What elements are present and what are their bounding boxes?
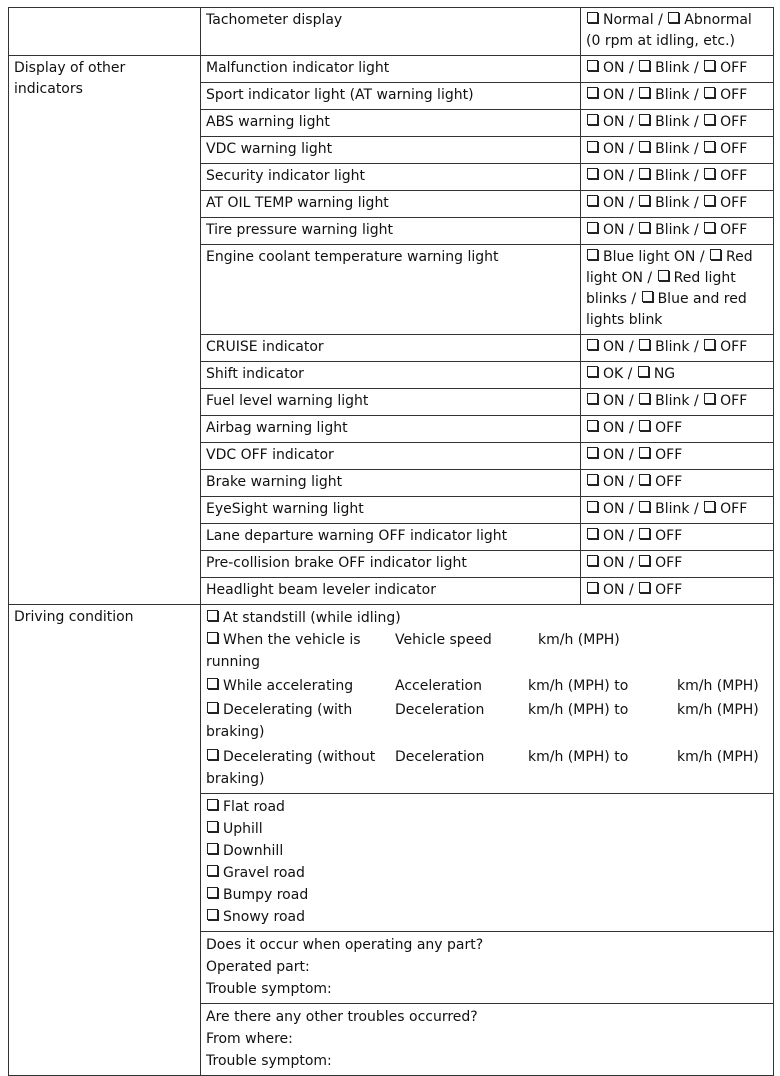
indicator-name: Engine coolant temperature warning light (201, 245, 581, 335)
other-troubles-cell (201, 1004, 774, 1076)
checkbox-off[interactable] (639, 420, 650, 431)
other-where-label-text: From where: (206, 1031, 293, 1047)
indicator-options: ON / OFF (581, 551, 774, 578)
option-blink: Blink (655, 168, 690, 184)
operating-part-label (206, 956, 768, 978)
option-on: ON (603, 339, 625, 355)
checkbox-on[interactable] (587, 474, 598, 485)
option-off: OFF (655, 582, 683, 598)
checkbox-on[interactable] (587, 582, 598, 593)
indicator-name: Shift indicator (201, 362, 581, 389)
indicator-options: ON / Blink / OFF (581, 137, 774, 164)
indicator-name: Tire pressure warning light (201, 218, 581, 245)
option-off: OFF (720, 222, 748, 238)
indicator-name: CRUISE indicator (201, 335, 581, 362)
checkbox-off[interactable] (704, 393, 715, 404)
checkbox-on[interactable] (587, 447, 598, 458)
tachometer-row (9, 8, 774, 56)
option-on: ON (603, 528, 625, 544)
option-abnormal: Abnormal (684, 12, 752, 28)
indicator-options: ON / Blink / OFF (581, 164, 774, 191)
checkbox-flat-road[interactable] (207, 799, 218, 810)
operating-question-text: Does it occur when operating any part? (206, 937, 484, 953)
indicator-name: Sport indicator light (AT warning light) (201, 83, 581, 110)
option-on: ON (603, 393, 625, 409)
option-off: OFF (720, 339, 748, 355)
decel-nobraking-field: Deceleration (395, 749, 485, 765)
checkbox-gravel-road[interactable] (207, 865, 218, 876)
checkbox-accelerating[interactable] (207, 678, 218, 689)
option-off: OFF (655, 528, 683, 544)
indicator-name: Headlight beam leveler indicator (201, 578, 581, 605)
accelerating (206, 675, 768, 699)
decel-nobraking-label: Decelerating (without braking) (206, 749, 376, 787)
accelerating-unit: km/h (MPH) to (528, 678, 629, 694)
indicator-options: ON / OFF (581, 443, 774, 470)
checkbox-off[interactable] (704, 87, 715, 98)
indicator-options: Blue light ON / Red light ON / Red light blinks / Blue and red lights blink (581, 245, 774, 335)
running (206, 629, 768, 675)
checkbox-ok[interactable] (587, 366, 598, 377)
tachometer-note: (0 rpm at idling, etc.) (586, 33, 735, 49)
option-ok: OK (603, 366, 624, 382)
standstill-label: At standstill (while idling) (223, 610, 401, 626)
checkbox-on[interactable] (587, 141, 598, 152)
option-off: OFF (720, 114, 748, 130)
option-on: ON (603, 141, 625, 157)
option-on: ON (603, 582, 625, 598)
option-blue-light-on: Blue light ON (603, 249, 696, 265)
tachometer-options: Normal / Abnormal (0 rpm at idling, etc.) (581, 8, 774, 56)
indicator-options: ON / Blink / OFF (581, 83, 774, 110)
checkbox-blink[interactable] (639, 60, 650, 71)
indicators-category-label: Display of other indicators (14, 60, 126, 97)
option-off: OFF (655, 420, 683, 436)
option-off: OFF (720, 393, 748, 409)
road-snowy-road: Snowy road (223, 909, 305, 925)
checkbox-off[interactable] (639, 555, 650, 566)
empty-category-cell (9, 8, 201, 56)
checkbox-standstill[interactable] (207, 610, 218, 621)
checkbox-off[interactable] (704, 195, 715, 206)
indicator-name: EyeSight warning light (201, 497, 581, 524)
accelerating-label: While accelerating (223, 678, 354, 694)
checkbox-abnormal[interactable] (668, 12, 679, 23)
checkbox-off[interactable] (704, 339, 715, 350)
indicators-category-cell (9, 56, 201, 605)
checkbox-on[interactable] (587, 222, 598, 233)
accelerating-field: Acceleration (395, 678, 482, 694)
indicator-name: Brake warning light (201, 470, 581, 497)
checkbox-on[interactable] (587, 87, 598, 98)
option-on: ON (603, 447, 625, 463)
indicator-name: Malfunction indicator light (201, 56, 581, 83)
decel-braking-field: Deceleration (395, 702, 485, 718)
option-off: OFF (655, 447, 683, 463)
checkbox-red-light-blinks[interactable] (658, 270, 669, 281)
running-label-wrap (206, 629, 391, 673)
decel-braking-label-wrap (206, 699, 391, 743)
checkbox-off[interactable] (704, 501, 715, 512)
running-label: When the vehicle is running (206, 632, 361, 670)
option-on: ON (603, 474, 625, 490)
option-on: ON (603, 420, 625, 436)
checkbox-snowy-road[interactable] (207, 909, 218, 920)
road-uphill: Uphill (223, 821, 263, 837)
indicator-name: Security indicator light (201, 164, 581, 191)
operating-symptom-label (206, 978, 768, 1000)
checkbox-blink[interactable] (639, 222, 650, 233)
indicator-options: ON / OFF (581, 416, 774, 443)
option-on: ON (603, 222, 625, 238)
road-downhill: Downhill (223, 843, 284, 859)
checkbox-bumpy-road[interactable] (207, 887, 218, 898)
indicator-name: VDC warning light (201, 137, 581, 164)
road-item (206, 840, 768, 862)
checkbox-on[interactable] (587, 393, 598, 404)
indicator-name: Lane departure warning OFF indicator light (201, 524, 581, 551)
checkbox-off[interactable] (704, 222, 715, 233)
checkbox-blink[interactable] (639, 501, 650, 512)
other-symptom-label (206, 1050, 768, 1072)
decel-braking-label: Decelerating (with braking) (206, 702, 353, 740)
option-red-light-blinks: Red light blinks (586, 270, 736, 307)
indicator-options: ON / Blink / OFF (581, 497, 774, 524)
indicator-name: AT OIL TEMP warning light (201, 191, 581, 218)
decel-braking-to-unit: km/h (MPH) (677, 702, 759, 718)
option-off: OFF (720, 87, 748, 103)
inspection-checklist-table (8, 7, 774, 1076)
checkbox-off[interactable] (639, 528, 650, 539)
decel-nobraking-label-wrap (206, 746, 391, 790)
operating-question (206, 934, 768, 956)
running-field: Vehicle speed (395, 632, 492, 648)
option-blink: Blink (655, 87, 690, 103)
driving-speed-row (9, 605, 774, 794)
decel-braking (206, 699, 768, 746)
checkbox-off[interactable] (639, 474, 650, 485)
other-question (206, 1006, 768, 1028)
indicator-row (9, 56, 774, 83)
checkbox-blue-light-on[interactable] (587, 249, 598, 260)
checkbox-off[interactable] (639, 582, 650, 593)
checkbox-normal[interactable] (587, 12, 598, 23)
option-off: OFF (720, 60, 748, 76)
indicator-name: Fuel level warning light (201, 389, 581, 416)
option-off: OFF (655, 474, 683, 490)
checkbox-on[interactable] (587, 339, 598, 350)
checkbox-blink[interactable] (639, 339, 650, 350)
road-item (206, 818, 768, 840)
checkbox-blink[interactable] (639, 141, 650, 152)
option-blink: Blink (655, 222, 690, 238)
indicator-name: Pre-collision brake OFF indicator light (201, 551, 581, 578)
checkbox-off[interactable] (639, 447, 650, 458)
checkbox-blink[interactable] (639, 393, 650, 404)
road-conditions-cell (201, 794, 774, 932)
option-off: OFF (720, 501, 748, 517)
road-item (206, 884, 768, 906)
indicator-name: Airbag warning light (201, 416, 581, 443)
option-on: ON (603, 195, 625, 211)
indicator-options: ON / Blink / OFF (581, 110, 774, 137)
running-unit: km/h (MPH) (538, 632, 620, 648)
option-blink: Blink (655, 60, 690, 76)
operating-part-label-text: Operated part: (206, 959, 310, 975)
speed-conditions-cell (201, 605, 774, 794)
checkbox-red-light-on[interactable] (710, 249, 721, 260)
decel-nobraking-unit: km/h (MPH) to (528, 749, 629, 765)
option-off: OFF (720, 141, 748, 157)
checkbox-on[interactable] (587, 501, 598, 512)
decel-braking-unit: km/h (MPH) to (528, 702, 629, 718)
indicator-options: ON / OFF (581, 578, 774, 605)
option-on: ON (603, 87, 625, 103)
option-blink: Blink (655, 393, 690, 409)
driving-category-cell (9, 605, 201, 1076)
checkbox-blink[interactable] (639, 114, 650, 125)
indicator-options: ON / OFF (581, 524, 774, 551)
checkbox-off[interactable] (704, 114, 715, 125)
indicator-options: ON / OFF (581, 470, 774, 497)
indicator-options: ON / Blink / OFF (581, 335, 774, 362)
checkbox-blink[interactable] (639, 195, 650, 206)
indicator-options: OK / NG (581, 362, 774, 389)
checkbox-on[interactable] (587, 114, 598, 125)
indicator-name: ABS warning light (201, 110, 581, 137)
option-off: OFF (655, 555, 683, 571)
checkbox-on[interactable] (587, 528, 598, 539)
option-on: ON (603, 114, 625, 130)
indicator-options: ON / Blink / OFF (581, 191, 774, 218)
checkbox-running[interactable] (207, 632, 218, 643)
operating-symptom-label-text: Trouble symptom: (206, 981, 332, 997)
checkbox-downhill[interactable] (207, 843, 218, 854)
tachometer-item: Tachometer display (201, 8, 581, 56)
option-off: OFF (720, 168, 748, 184)
option-on: ON (603, 555, 625, 571)
operating-cell (201, 932, 774, 1004)
option-ng: NG (653, 366, 676, 382)
road-flat-road: Flat road (223, 799, 285, 815)
checkbox-uphill[interactable] (207, 821, 218, 832)
option-blink: Blink (655, 141, 690, 157)
checkbox-off[interactable] (704, 168, 715, 179)
other-question-text: Are there any other troubles occurred? (206, 1009, 478, 1025)
option-on: ON (603, 501, 625, 517)
other-symptom-label-text: Trouble symptom: (206, 1053, 332, 1069)
driving-category-label: Driving condition (14, 609, 134, 625)
checkbox-blue-and-red-lights-blink[interactable] (642, 291, 653, 302)
option-off: OFF (720, 195, 748, 211)
checkbox-blink[interactable] (639, 168, 650, 179)
checkbox-on[interactable] (587, 555, 598, 566)
checkbox-on[interactable] (587, 168, 598, 179)
road-item (206, 796, 768, 818)
option-blue-and-red-lights-blink: Blue and red lights blink (586, 291, 747, 328)
accelerating-to-unit: km/h (MPH) (677, 678, 759, 694)
checkbox-ng[interactable] (638, 366, 649, 377)
road-gravel-road: Gravel road (223, 865, 305, 881)
checkbox-on[interactable] (587, 195, 598, 206)
other-where-label (206, 1028, 768, 1050)
accelerating-label-wrap (206, 675, 391, 697)
checkbox-off[interactable] (704, 60, 715, 71)
option-blink: Blink (655, 195, 690, 211)
decel-nobraking-to-unit: km/h (MPH) (677, 749, 759, 765)
road-item (206, 862, 768, 884)
option-blink: Blink (655, 501, 690, 517)
option-blink: Blink (655, 114, 690, 130)
standstill-line (206, 607, 768, 629)
checkbox-on[interactable] (587, 420, 598, 431)
checkbox-on[interactable] (587, 60, 598, 71)
indicator-options: ON / Blink / OFF (581, 389, 774, 416)
road-item (206, 906, 768, 928)
option-on: ON (603, 168, 625, 184)
option-on: ON (603, 60, 625, 76)
indicator-name: VDC OFF indicator (201, 443, 581, 470)
option-red-light-on: Red light ON (586, 249, 753, 286)
option-normal: Normal (603, 12, 654, 28)
indicator-options: ON / Blink / OFF (581, 56, 774, 83)
indicator-options: ON / Blink / OFF (581, 218, 774, 245)
checkbox-decel-braking[interactable] (207, 702, 218, 713)
checkbox-blink[interactable] (639, 87, 650, 98)
checkbox-off[interactable] (704, 141, 715, 152)
decel-nobraking (206, 746, 768, 790)
road-bumpy-road: Bumpy road (223, 887, 309, 903)
checkbox-decel-nobraking[interactable] (207, 749, 218, 760)
option-blink: Blink (655, 339, 690, 355)
